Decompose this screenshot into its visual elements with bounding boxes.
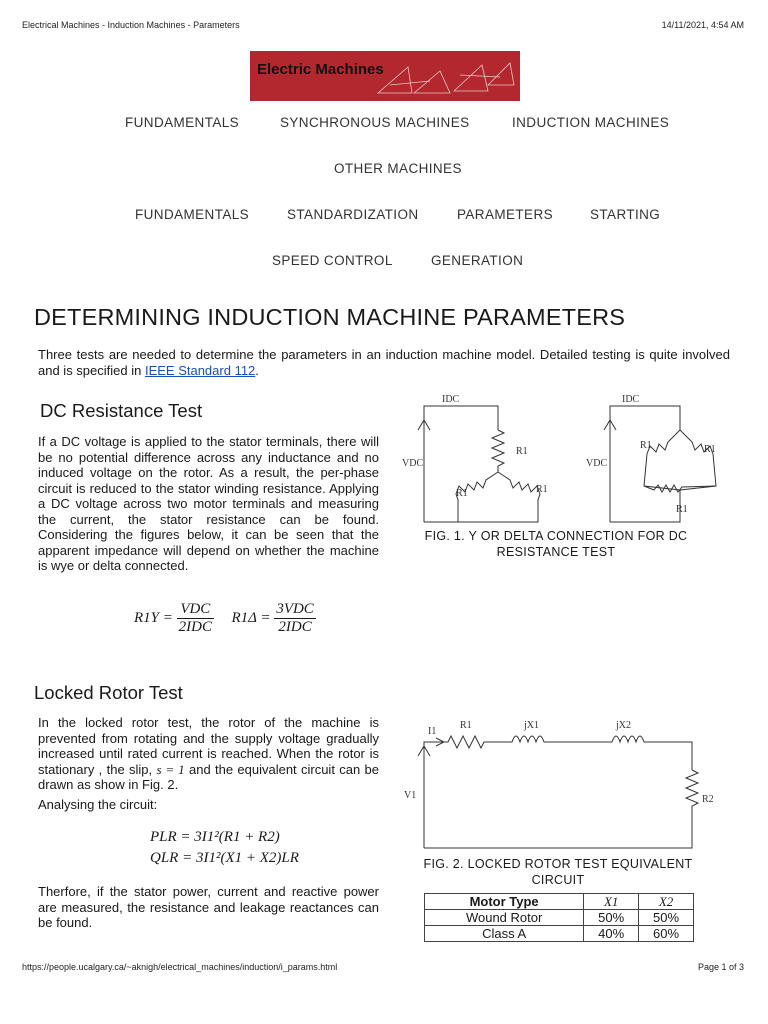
nav-induction-machines[interactable]: INDUCTION MACHINES xyxy=(512,115,670,130)
table-cell: Wound Rotor xyxy=(425,910,584,926)
eq-r1delta-lhs: R1Δ = xyxy=(231,609,271,626)
locked-rotor-text-b: and the equivalent circuit can be drawn as show in Fig. 2. xyxy=(38,761,379,792)
table-row xyxy=(425,926,694,942)
fig2-r1-label: R1 xyxy=(460,720,472,731)
nav-fundamentals[interactable]: FUNDAMENTALS xyxy=(125,115,240,130)
analysing-label: Analysing the circuit: xyxy=(38,797,158,812)
locked-rotor-text-a: In the locked rotor test, the rotor of the machine is prevented from rotating and the supply voltage gradually increased until rated current is reached. When the rotor is stationary , the slip, xyxy=(38,715,379,777)
nav-other-machines[interactable]: OTHER MACHINES xyxy=(334,161,462,176)
subnav-fundamentals[interactable]: FUNDAMENTALS xyxy=(135,207,250,222)
table-header-x1: X1 xyxy=(584,894,639,910)
fig1-delta-r1-label-c: R1 xyxy=(676,504,688,515)
eq-plr: PLR = 3I1²(R1 + R2) xyxy=(150,829,280,845)
fig1-wye-r1-label-a: R1 xyxy=(516,446,528,457)
subnav-generation[interactable]: GENERATION xyxy=(431,253,524,268)
fig2-v1-label: V1 xyxy=(404,790,417,801)
table-cell: Class A xyxy=(425,926,584,942)
print-footer-url: https://people.ucalgary.ca/~aknigh/electrical_machines/induction/i_params.html xyxy=(22,962,338,972)
fig1-delta-r1-label-b: R1 xyxy=(704,444,716,455)
site-banner-logo[interactable] xyxy=(250,51,520,101)
fig2-locked-rotor-circuit-diagram xyxy=(398,712,718,852)
dc-resistance-heading: DC Resistance Test xyxy=(40,400,203,421)
subnav-speed-control[interactable]: SPEED CONTROL xyxy=(272,253,393,268)
eq-r1delta-numerator: 3VDC xyxy=(276,601,314,617)
locked-rotor-conclusion: Therfore, if the stator power, current and reactive power are measured, the resistance and leakage reactances can be found. xyxy=(38,884,379,930)
fig1-wye-r1-label-b: R1 xyxy=(456,488,468,499)
subnav-standardization[interactable]: STANDARDIZATION xyxy=(287,207,419,222)
banner-title: Electric Machines xyxy=(257,61,384,78)
slip-equation: s = 1 xyxy=(156,761,185,777)
table-cell: 60% xyxy=(639,926,694,942)
print-header-datetime: 14/11/2021, 4:54 AM xyxy=(661,20,744,30)
intro-text-end: . xyxy=(255,362,259,378)
intro-paragraph xyxy=(38,347,730,378)
fig2-i1-label: I1 xyxy=(428,726,437,737)
motor-reactance-table xyxy=(424,893,694,942)
fig1-delta-idc-label: IDC xyxy=(622,394,640,405)
eq-r1delta-denominator: 2IDC xyxy=(278,619,312,635)
fig1-wye-vdc-label: VDC xyxy=(402,458,424,469)
fig2-jx1-label: jX1 xyxy=(524,720,539,731)
fig1-caption: FIG. 1. Y OR DELTA CONNECTION FOR DC RESISTANCE TEST xyxy=(424,529,688,559)
eq-r1delta-fraction xyxy=(274,601,316,636)
page-title: DETERMINING INDUCTION MACHINE PARAMETERS xyxy=(34,304,626,330)
fig1-wye-r1-label-c: R1 xyxy=(536,484,548,495)
eq-r1y-denominator: 2IDC xyxy=(178,619,212,635)
table-row xyxy=(425,910,694,926)
locked-rotor-heading: Locked Rotor Test xyxy=(34,682,183,703)
dc-resistance-paragraph: If a DC voltage is applied to the stator terminals, there will be no potential difference across any inductance and no induced voltage on the rotor. As a result, the per-phase circuit is reduced to the stator winding resistance. Applying a DC voltage across two motor terminals and measuring the current, the stator resistance can be found. Considering the figures below, it can be seen that the apparent impedance will depend on whether the machine is wye or delta connected. xyxy=(38,434,379,573)
fig2-jx2-label: jX2 xyxy=(616,720,631,731)
table-cell: 50% xyxy=(639,910,694,926)
nav-synchronous-machines[interactable]: SYNCHRONOUS MACHINES xyxy=(280,115,470,130)
print-header-title: Electrical Machines - Induction Machines - Parameters xyxy=(22,20,240,30)
fig1-delta-vdc-label: VDC xyxy=(586,458,608,469)
table-cell: 40% xyxy=(584,926,639,942)
dc-resistance-equations xyxy=(134,601,316,636)
fig1-wye-idc-label: IDC xyxy=(442,394,460,405)
subnav-starting[interactable]: STARTING xyxy=(590,207,661,222)
eq-r1y-lhs: R1Y = xyxy=(134,609,173,626)
fig2-caption: FIG. 2. LOCKED ROTOR TEST EQUIVALENT CIRCUIT xyxy=(423,857,693,887)
eq-r1y-fraction xyxy=(177,601,214,636)
subnav-parameters[interactable]: PARAMETERS xyxy=(457,207,554,222)
table-header-x2: X2 xyxy=(639,894,694,910)
print-footer-page: Page 1 of 3 xyxy=(697,962,744,972)
fig1-delta-r1-label-a: R1 xyxy=(640,440,652,451)
table-header-row xyxy=(425,894,694,910)
table-cell: 50% xyxy=(584,910,639,926)
intro-text: Three tests are needed to determine the parameters in an induction machine model. Detailed testing is quite involved and is specified in xyxy=(38,347,730,378)
ieee-standard-link[interactable]: IEEE Standard 112 xyxy=(144,362,256,378)
fig2-r2-label: R2 xyxy=(702,794,714,805)
table-header-motor-type: Motor Type xyxy=(425,894,584,910)
banner-triangle-sketch-icon xyxy=(370,55,518,99)
eq-r1y-numerator: VDC xyxy=(177,601,214,619)
fig1-wye-delta-circuit-diagram xyxy=(398,390,738,528)
locked-rotor-paragraph xyxy=(38,715,379,793)
eq-qlr: QLR = 3I1²(X1 + X2)LR xyxy=(150,850,299,866)
